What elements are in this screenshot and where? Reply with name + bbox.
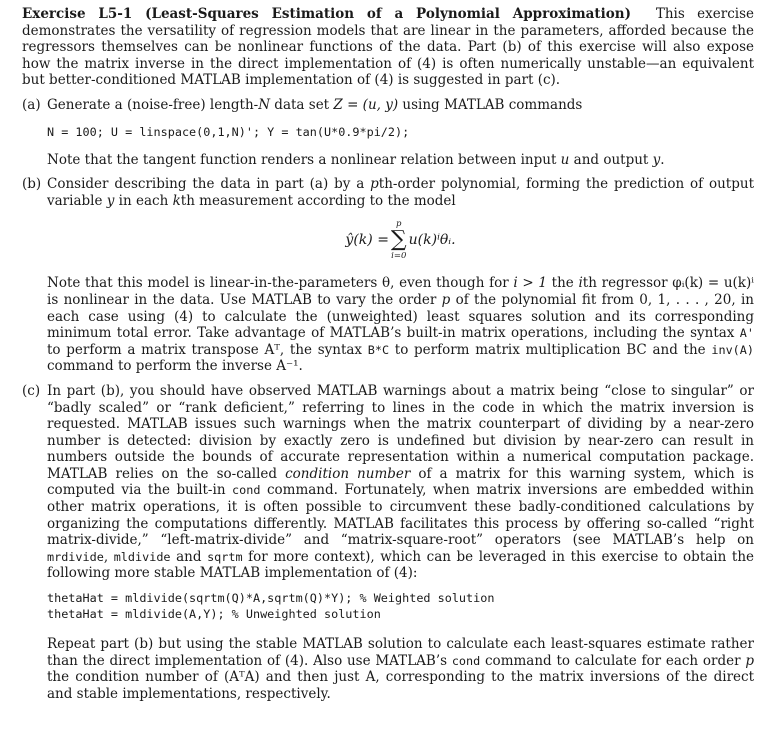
part-b-label: (b) (22, 176, 42, 193)
exercise-intro (22, 6, 754, 89)
code-mldivide: mldivide (113, 549, 171, 564)
part-c-label: (c) (22, 382, 41, 399)
term-condition-number: condition number (285, 465, 411, 482)
part-a-lead: Generate a (noise-free) length-N data set Z = (u, y) using MATLAB commands (47, 96, 583, 113)
part-c-para-2: Repeat part (b) but using the stable MATLAB solution to calculate each least-squares estimate rather than the direct implementation of (4). Also use MATLAB’s cond command to calculate for each order p the condition number of (AᵀA) and then just A, corresponding to the matrix inversions of the direct and stable implementations, respectively. (47, 636, 754, 702)
part-c (22, 383, 754, 703)
equation-rhs: u(k)ⁱθᵢ. (408, 232, 456, 249)
code-multiply: B*C (367, 342, 390, 357)
part-a-label: (a) (22, 96, 41, 113)
part-a-code-block (47, 124, 754, 140)
sum-upper-limit: p (396, 219, 402, 230)
exercise-title: Exercise L5-1 (Least-Squares Estimation of a Polynomial Approximation) (22, 6, 631, 22)
summation-symbol (391, 219, 407, 261)
part-b-para-1: Consider describing the data in part (a) by a pth-order polynomial, forming the prediction of output variable y in each kth measurement according to the model (47, 176, 754, 209)
code-sqrtm: sqrtm (207, 549, 243, 564)
part-a (22, 97, 754, 168)
code-cond: cond (232, 483, 261, 498)
part-a-note: Note that the tangent function renders a nonlinear relation between input u and output y. (47, 151, 665, 168)
part-b-para-2: Note that this model is linear-in-the-parameters θ, even though for i > 1 the ith regressor φᵢ(k) = u(k)ⁱ is nonlinear in the data. Use MATLAB to vary the order p of the polynomial fit from 0, 1, . . . , 20, in each case using (4) to calculate the (unweighted) least squares solution and its corresponding minimum total error. Take advantage of MATLAB’s built-in matrix operations, including the syntax A' to perform a matrix transpose Aᵀ, the syntax B*C to perform matrix multiplication BC and the inv(A) command to perform the inverse A⁻¹. (47, 275, 754, 375)
part-b (22, 176, 754, 375)
code-inverse: inv(A) (711, 342, 754, 357)
code-mrdivide: mrdivide (47, 549, 104, 564)
sigma-icon: ∑ (390, 227, 407, 253)
sum-lower-limit: i=0 (391, 251, 407, 262)
equation-lhs: ŷ(k) = (345, 232, 389, 249)
code-cond-2: cond (451, 653, 481, 668)
intro-text: This exercise demonstrates the versatility of regression models that are linear in the parameters, afforded because the regressors themselves can be nonlinear functions of the data. Part (b) of this exercise will also expose how the matrix inverse in the direct implementation of (4) is often numerically unstable—an equivalent but better-conditioned MATLAB implementation of (4) is suggested in part (c). (22, 6, 754, 89)
code-unweighted-solution: thetaHat = mldivide(A,Y); % Unweighted solution (47, 607, 381, 622)
part-a-code: N = 100; U = linspace(0,1,N)'; Y = tan(U*0.9*pi/2); (47, 124, 410, 139)
model-equation (47, 211, 754, 269)
code-weighted-solution: thetaHat = mldivide(sqrtm(Q)*A,sqrtm(Q)*Y); % Weighted solution (47, 591, 495, 606)
code-transpose: A' (739, 326, 754, 341)
part-c-para-1: In part (b), you should have observed MATLAB warnings about a matrix being “close to singular” or “badly scaled” or “rank deficient,” referring to lines in the code in which the matrix inversion is requested. MATLAB issues such warnings when the matrix counterpart of dividing by a near-zero number is detected: division by exactly zero is undefined but division by near-zero can result in numbers outside the bounds of accurate representation within a numerical computation package. MATLAB relies on the so-called condition number of a matrix for this warning system, which is computed via the built-in cond command. Fortunately, when matrix inversions are embedded within other matrix operations, it is often possible to circumvent these badly-conditioned calculations by organizing the computations differently. MATLAB facilitates this process by offering so-called “right matrix-divide,” “left-matrix-divide” and “matrix-square-root” operators (see MATLAB’s help on mrdivide, mldivide and sqrtm for more context), which can be leveraged in this exercise to obtain the following more stable MATLAB implementation of (4): (47, 382, 754, 582)
part-c-code-block (47, 590, 754, 622)
